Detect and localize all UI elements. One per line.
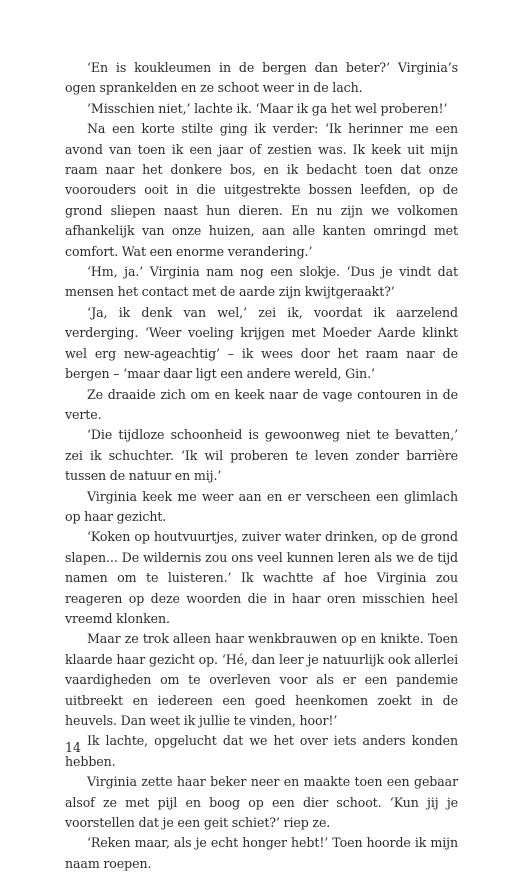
paragraph: Ze draaide zich om en keek naar de vage contouren in de verte.	[65, 386, 458, 422]
paragraph: ‘Misschien niet,’ lachte ik. ‘Maar ik ga het wel proberen!’	[87, 100, 448, 116]
paragraph: Virginia keek me weer aan en er verscheen een glimlach op haar gezicht.	[65, 488, 458, 524]
paragraph: ‘Koken op houtvuurtjes, zuiver water drinken, op de grond slapen... De wildernis zou ons veel kunnen leren als we de tijd namen om te luisteren.’ Ik wachtte af hoe Virginia zou reageren op deze woorden die in haar oren misschien heel vreemd klonken.	[65, 529, 458, 626]
paragraph: ‘Ja, ik denk van wel,’ zei ik, voordat ik aarzelend verderging. ‘Weer voeling krijgen met Moeder Aarde klinkt wel erg new-ageachtig’ – ik wees door het raam naar de bergen – ‘maar daar ligt een andere wereld, Gin.’	[65, 304, 458, 382]
paragraph: Ik lachte, opgelucht dat we het over iets anders konden hebben.	[65, 733, 458, 769]
paragraph: ‘Hm, ja.’ Virginia nam nog een slokje. ‘Dus je vindt dat mensen het contact met de aarde zijn kwijtgeraakt?’	[65, 264, 458, 300]
paragraph: Na een korte stilte ging ik verder: ‘Ik herinner me een avond van toen ik een jaar of zestien was. Ik keek uit mijn raam naar het donkere bos, en ik bedacht toen dat onze voorouders ooit in die uitgestrekte bossen leefden, op de grond sliepen naast hun dieren. En nu zijn we volkomen afhankelijk van onze huizen, aan alle kanten omringd met comfort. Wat een enorme verandering.’	[65, 121, 458, 259]
paragraph: Virginia zette haar beker neer en maakte toen een gebaar alsof ze met pijl en boog op een dier schoot. ‘Kun jij je voorstellen dat je een geit schiet?’ riep ze.	[65, 774, 458, 831]
paragraph: ‘En is koukleumen in de bergen dan beter?’ Virginia’s ogen sprankelden en ze schoot weer in de lach.	[65, 60, 458, 96]
page-number: 14	[65, 740, 82, 755]
paragraph: ‘Die tijdloze schoonheid is gewoonweg niet te bevatten,’ zei ik schuchter. ‘Ik wil proberen te leven zonder barrière tussen de natuur en mij.’	[65, 427, 458, 484]
paragraph: ‘Reken maar, als je echt honger hebt!’ Toen hoorde ik mijn naam roepen.	[65, 835, 458, 871]
paragraph: Maar ze trok alleen haar wenkbrauwen op en knikte. Toen klaarde haar gezicht op. ‘Hé, dan leer je natuurlijk ook allerlei vaardigheden om te overleven voor als er een pandemie uitbreekt en iedereen een goed heenkomen zoekt in de heuvels. Dan weet ik jullie te vinden, hoor!’	[65, 631, 458, 728]
body-text	[65, 58, 458, 874]
